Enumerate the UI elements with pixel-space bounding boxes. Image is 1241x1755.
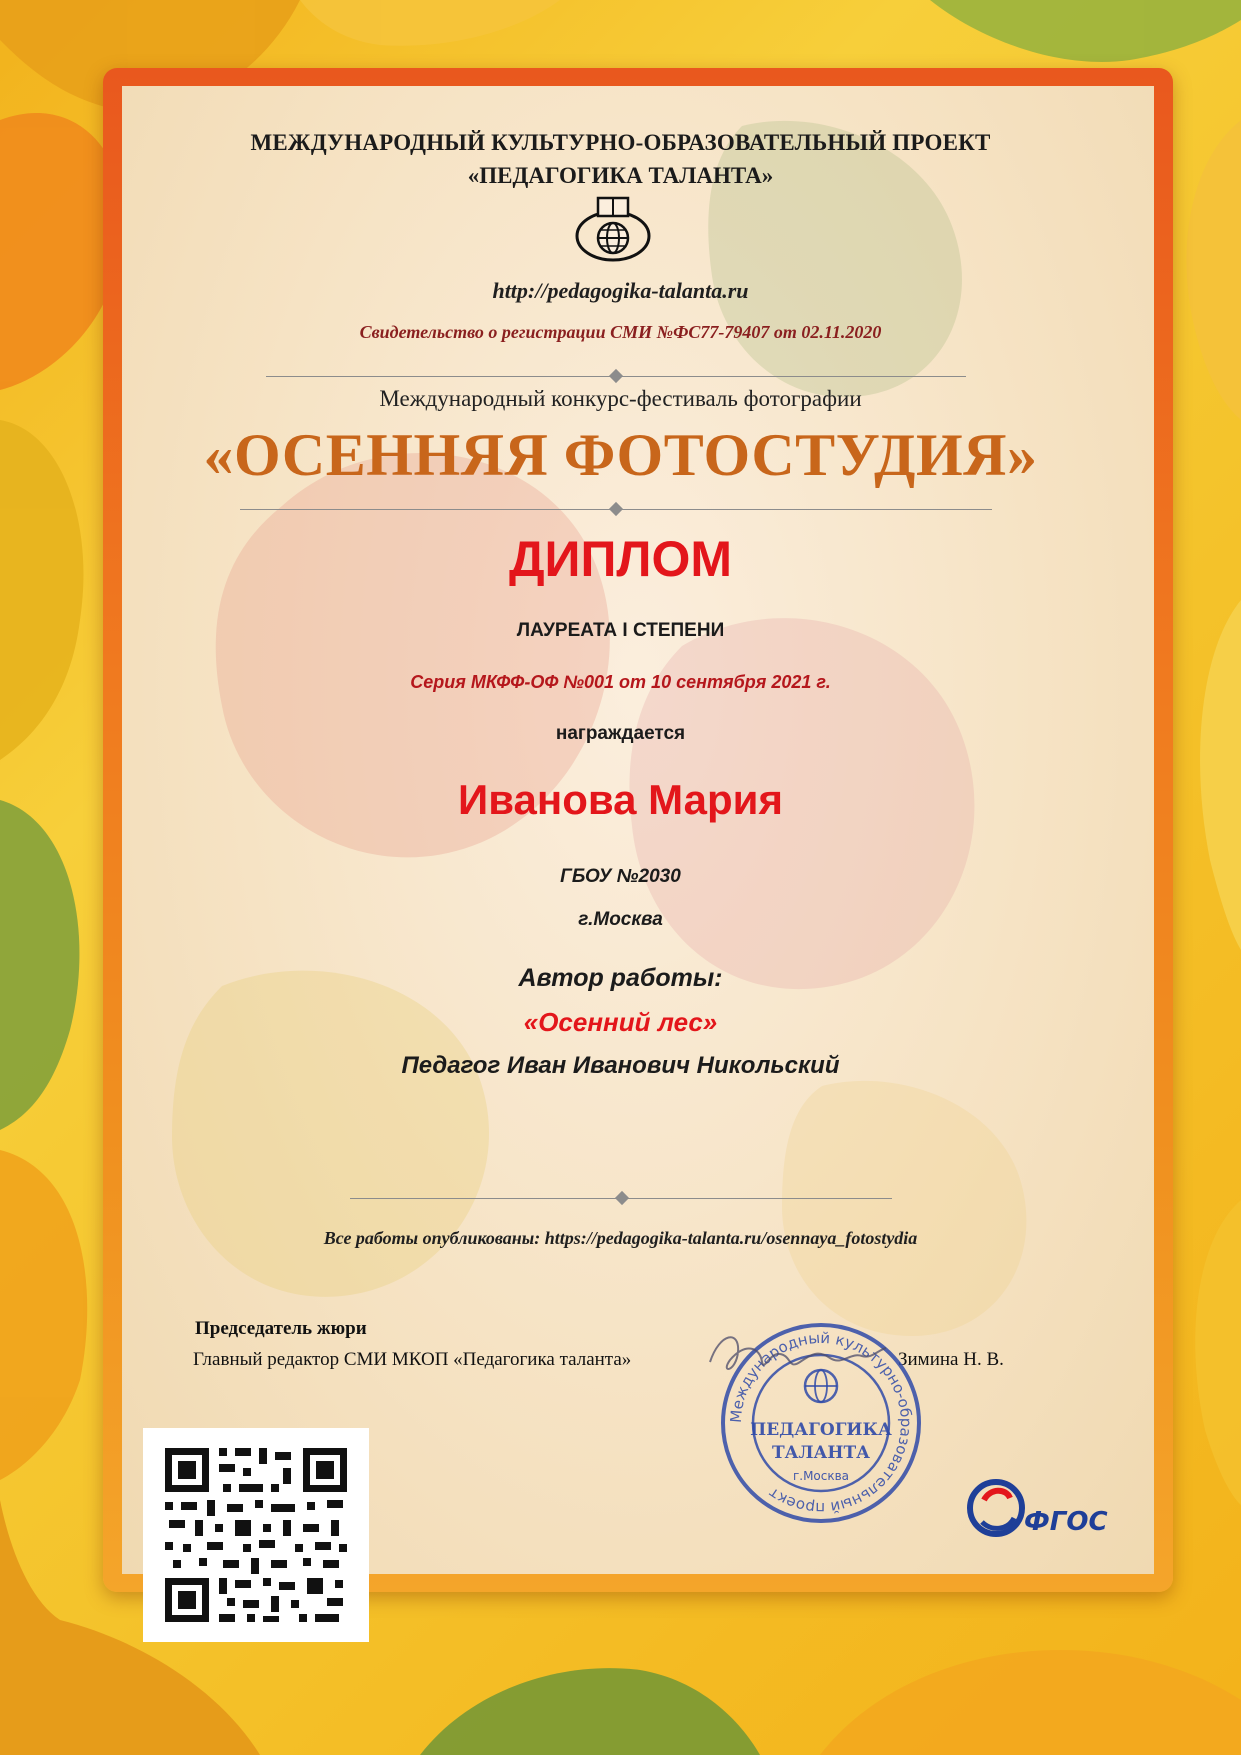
diploma-title: ДИПЛОМ — [508, 531, 733, 587]
qr-code-icon — [143, 1428, 369, 1642]
jury-chair-label: Председатель жюри — [195, 1318, 367, 1339]
fgos-label: ФГОС — [1024, 1507, 1108, 1537]
registration-info: Свидетельство о регистрации СМИ №ФС77-79407 от 02.11.2020 — [359, 322, 882, 342]
published-link[interactable]: Все работы опубликованы: https://pedagogika-talanta.ru/osennaya_fotostydia — [323, 1228, 918, 1248]
teacher-name: Педагог Иван Иванович Никольский — [401, 1052, 840, 1079]
stamp-ring-text: Международный культурно-образовательный проект — [726, 1328, 916, 1518]
city-name: г.Москва — [578, 909, 663, 930]
stamp-center-line2: ТАЛАНТА — [772, 1443, 870, 1463]
project-title-line1: МЕЖДУНАРОДНЫЙ КУЛЬТУРНО-ОБРАЗОВАТЕЛЬНЫЙ ПРОЕКТ — [250, 130, 991, 155]
qr-code[interactable] — [143, 1428, 369, 1642]
author-label: Автор работы: — [518, 964, 723, 992]
fgos-logo-icon — [962, 1470, 1122, 1550]
festival-title: «ОСЕННЯЯ ФОТОСТУДИЯ» — [203, 422, 1038, 488]
awarded-label: награждается — [555, 723, 686, 744]
diploma-series: Серия МКФФ-ОФ №001 от 10 сентября 2021 г. — [410, 672, 831, 692]
school-name: ГБОУ №2030 — [560, 866, 681, 887]
chief-editor-name: Зимина Н. В. — [898, 1349, 1004, 1370]
contest-subtitle: Международный конкурс-фестиваль фотографии — [379, 386, 862, 411]
chief-editor-label: Главный редактор СМИ МКОП «Педагогика таланта» — [193, 1349, 632, 1370]
book-globe-logo-icon — [572, 196, 654, 266]
stamp-center-line1: ПЕДАГОГИКА — [750, 1420, 892, 1440]
project-title-line2: «ПЕДАГОГИКА ТАЛАНТА» — [467, 163, 774, 188]
stamp-city: г.Москва — [792, 1469, 850, 1483]
handwritten-signature — [700, 1322, 890, 1382]
work-title: «Осенний лес» — [523, 1007, 718, 1037]
recipient-name: Иванова Мария — [458, 776, 783, 823]
website-url[interactable]: http://pedagogika-talanta.ru — [492, 278, 749, 303]
laureate-degree: ЛАУРЕАТА I СТЕПЕНИ — [516, 620, 725, 641]
